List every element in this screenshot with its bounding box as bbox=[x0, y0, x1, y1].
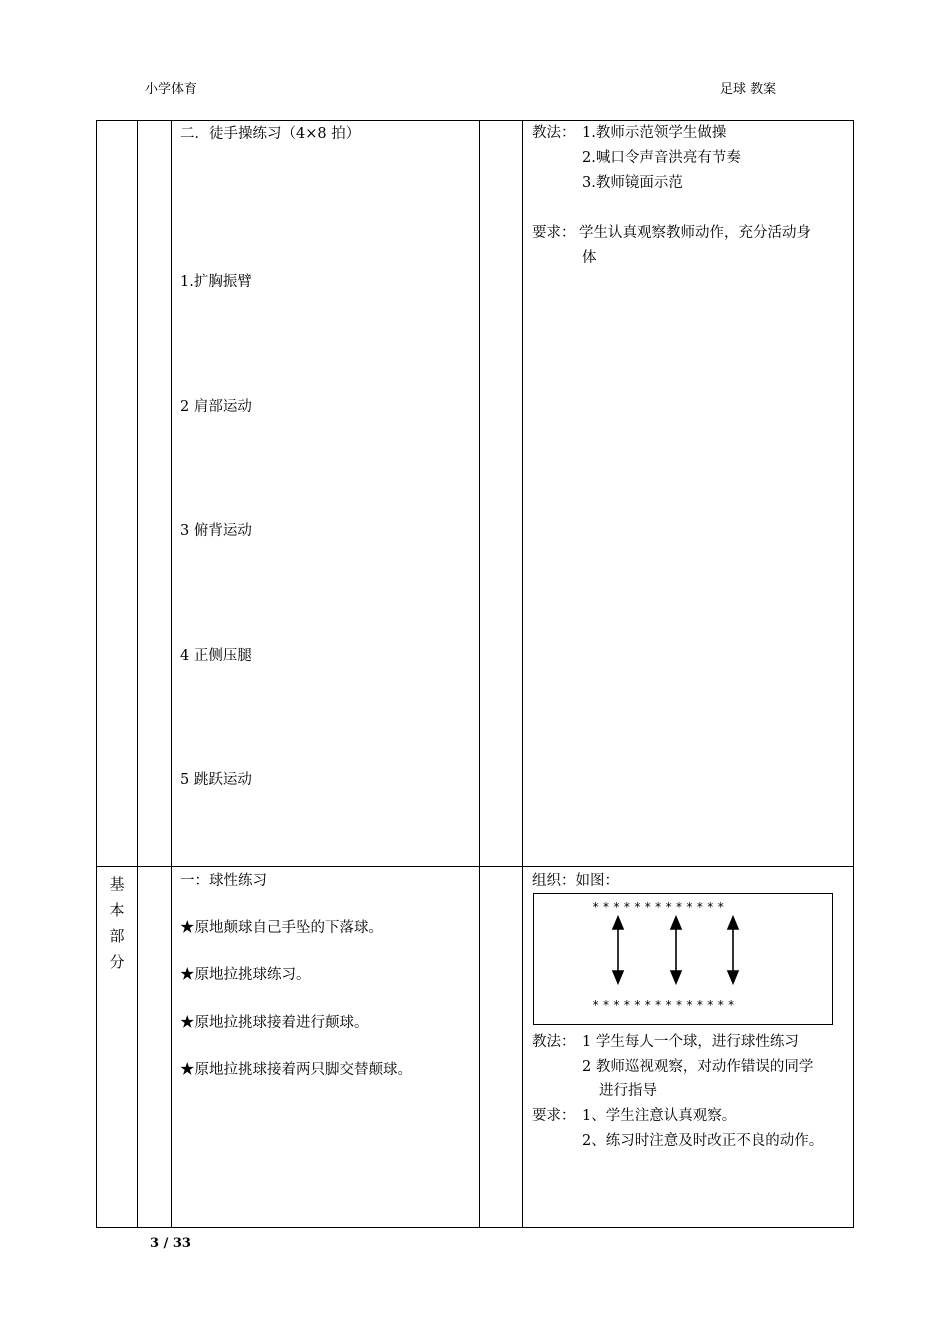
exercise-item: 4 正侧压腿 bbox=[180, 648, 252, 664]
method-item: 2.喊口令声音洪亮有节奏 bbox=[582, 150, 741, 166]
method-item: 3.教师镜面示范 bbox=[582, 175, 683, 191]
arrow-head-down bbox=[671, 971, 681, 983]
method-label: 教法： bbox=[532, 1034, 576, 1050]
method-item: 1 学生每人一个球，进行球性练习 bbox=[582, 1034, 799, 1050]
student-row-bottom: ************** bbox=[592, 998, 738, 1012]
ball-practice-item: ★原地颠球自己手坠的下落球。 bbox=[180, 920, 383, 936]
arrow-head-down bbox=[728, 971, 738, 983]
arrow-head-up bbox=[613, 917, 623, 929]
student-row-top: ************* bbox=[592, 900, 728, 914]
require-label: 要求： bbox=[532, 1108, 576, 1124]
arrow-head-up bbox=[728, 917, 738, 929]
ball-practice-item: ★原地拉挑球接着两只脚交替颠球。 bbox=[180, 1062, 412, 1078]
exercise-item: 3 俯背运动 bbox=[180, 523, 252, 539]
col-divider bbox=[137, 120, 138, 1228]
row-divider bbox=[96, 866, 854, 867]
require-text-cont: 体 bbox=[582, 250, 597, 266]
ball-practice-item: ★原地拉挑球练习。 bbox=[180, 967, 311, 983]
header-left: 小学体育 bbox=[145, 82, 198, 97]
arrow-head-up bbox=[671, 917, 681, 929]
method-label: 教法： bbox=[532, 125, 576, 141]
exercise-item: 1.扩胸振臂 bbox=[180, 274, 252, 290]
require-label: 要求： bbox=[532, 225, 576, 241]
method-item: 1.教师示范领学生做操 bbox=[582, 125, 727, 141]
col-divider bbox=[522, 120, 523, 1228]
arrow-head-down bbox=[613, 971, 623, 983]
method-item: 2 教师巡视观察，对动作错误的同学 bbox=[582, 1059, 814, 1075]
ball-practice-item: ★原地拉挑球接着进行颠球。 bbox=[180, 1015, 369, 1031]
lesson-table bbox=[96, 120, 854, 1228]
require-item: 2、练习时注意及时改正不良的动作。 bbox=[582, 1133, 824, 1149]
require-item: 1、学生注意认真观察。 bbox=[582, 1108, 737, 1124]
ball-practice-title: 一：球性练习 bbox=[180, 873, 267, 889]
col-divider bbox=[171, 120, 172, 1228]
page-number: 3 / 33 bbox=[150, 1236, 191, 1251]
organization-label: 组织：如图： bbox=[532, 873, 619, 889]
exercise-title: 二．徒手操练习（4×8 拍） bbox=[180, 126, 361, 142]
method-item-cont: 进行指导 bbox=[599, 1083, 657, 1099]
col-divider bbox=[479, 120, 480, 1228]
require-text: 学生认真观察教师动作，充分活动身 bbox=[579, 225, 811, 241]
formation-diagram bbox=[533, 893, 833, 1025]
section-label: 基 本 部 分 bbox=[109, 875, 125, 971]
exercise-item: 2 肩部运动 bbox=[180, 399, 252, 415]
header-right: 足球 教案 bbox=[720, 82, 777, 97]
exercise-item: 5 跳跃运动 bbox=[180, 772, 252, 788]
